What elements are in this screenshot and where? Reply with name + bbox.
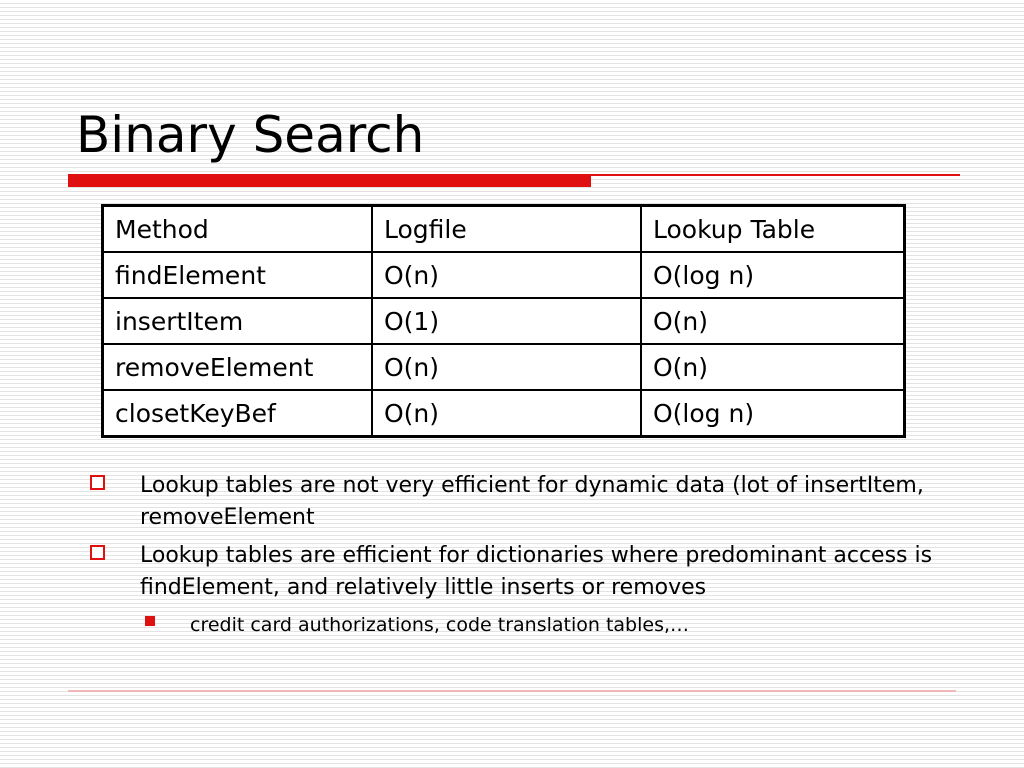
table-cell: O(log n) [641,252,905,298]
slide-title: Binary Search [76,106,425,164]
table-cell: O(n) [641,344,905,390]
hollow-square-bullet-icon [90,545,105,560]
sub-bullet-text: credit card authorizations, code translation tables,… [190,614,690,636]
table-header-cell: Lookup Table [641,206,905,253]
table-row [103,298,905,344]
list-item [90,540,980,604]
table-cell: closetKeyBef [103,390,373,437]
table-row [103,344,905,390]
table-header-row [103,206,905,253]
table-cell: O(n) [372,252,641,298]
footer-divider [68,690,956,692]
table-header-cell: Method [103,206,373,253]
filled-square-bullet-icon [145,616,155,626]
hollow-square-bullet-icon [90,475,105,490]
table-cell: O(log n) [641,390,905,437]
bullet-text: Lookup tables are not very efficient for dynamic data (lot of insertItem, removeElement [140,473,924,530]
complexity-table [101,204,906,438]
sub-list-item [90,610,980,640]
table-cell: O(n) [372,344,641,390]
table-cell: O(1) [372,298,641,344]
table-cell: findElement [103,252,373,298]
table-row [103,390,905,437]
list-item [90,470,980,534]
title-underline [68,174,960,187]
table-cell: O(n) [641,298,905,344]
table-header-cell: Logfile [372,206,641,253]
table-cell: insertItem [103,298,373,344]
bullet-text: Lookup tables are efficient for dictionaries where predominant access is findElement, and relatively little inserts or removes [140,543,933,600]
title-underline-thick [68,174,591,187]
table-cell: O(n) [372,390,641,437]
title-underline-thin [591,174,960,176]
table-row [103,252,905,298]
bullet-list [90,470,980,640]
table-cell: removeElement [103,344,373,390]
